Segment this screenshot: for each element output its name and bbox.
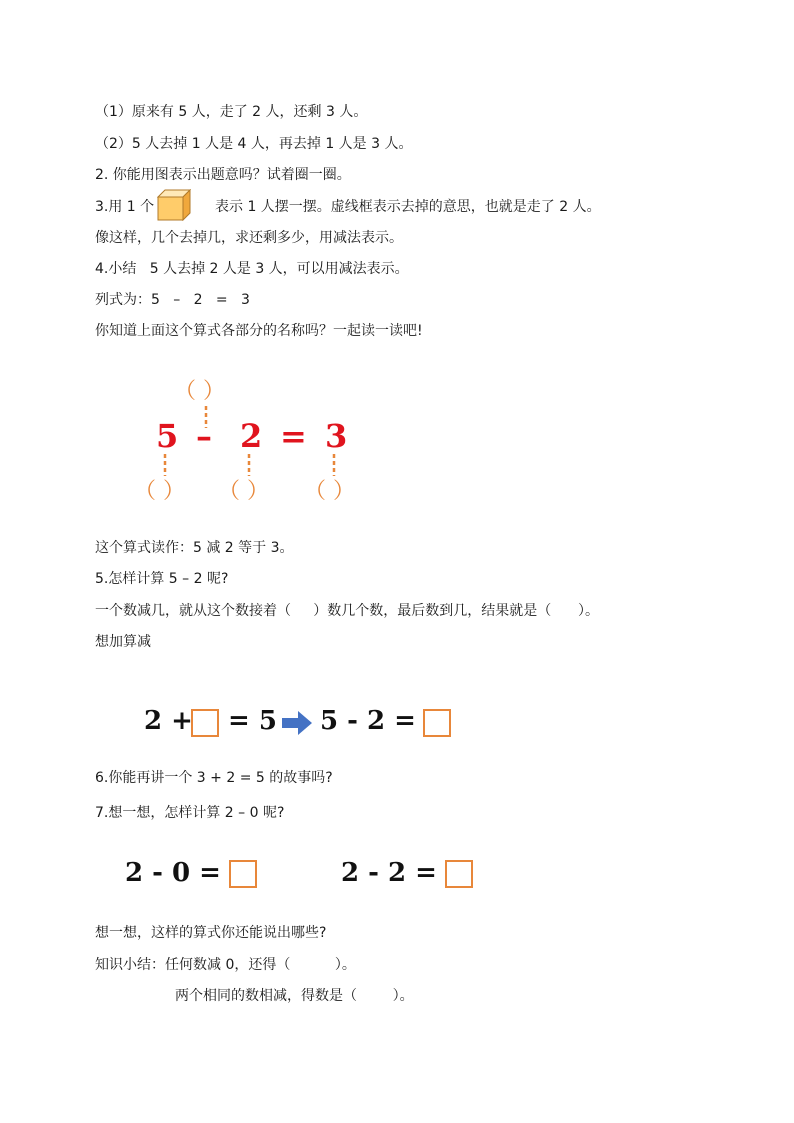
eq1-part-a: 2 + xyxy=(144,706,193,736)
text-line-14: 7.想一想，怎样计算 2 – 0 呢? xyxy=(95,805,285,821)
text-line-15: 想一想，这样的算式你还能说出哪些? xyxy=(95,925,327,941)
eq2-part-a: 2 - 0 = xyxy=(125,858,221,888)
text-line-17: 两个相同的数相减，得数是（ ）。 xyxy=(175,988,414,1004)
text-line-13: 6.你能再讲一个 3 + 2 = 5 的故事吗? xyxy=(95,770,333,786)
answer-box-1[interactable] xyxy=(191,709,219,737)
equation-parts-diagram xyxy=(130,372,390,507)
answer-box-2[interactable] xyxy=(423,709,451,737)
answer-box-3[interactable] xyxy=(229,860,257,888)
text-line-11: 一个数减几，就从这个数接着（ ）数几个数，最后数到几，结果就是（ ）。 xyxy=(95,603,599,619)
text-line-8: 你知道上面这个算式各部分的名称吗？一起读一读吧! xyxy=(95,323,423,339)
cube-icon xyxy=(157,189,191,221)
paren-subtrahend-name: （ ） xyxy=(218,479,269,504)
eq1-part-b: = 5 xyxy=(228,706,277,736)
text-line-6: 4.小结 5 人去掉 2 人是 3 人，可以用减法表示。 xyxy=(95,261,409,277)
diagram-difference: 3 xyxy=(325,417,348,455)
answer-box-4[interactable] xyxy=(445,860,473,888)
paren-minus-name: （ ） xyxy=(174,379,225,404)
text-line-1: （1）原来有 5 人，走了 2 人，还剩 3 人。 xyxy=(95,104,368,120)
text-line-9: 这个算式读作：5 减 2 等于 3。 xyxy=(95,540,294,556)
text-line-12: 想加算减 xyxy=(95,634,151,650)
diagram-subtrahend: 2 xyxy=(240,417,263,455)
text-line-4b: 表示 1 人摆一摆。虚线框表示去掉的意思，也就是走了 2 人。 xyxy=(215,199,601,215)
eq1-part-c: 5 - 2 = xyxy=(320,706,416,736)
text-line-10: 5.怎样计算 5 – 2 呢? xyxy=(95,571,229,587)
text-line-2: （2）5 人去掉 1 人是 4 人，再去掉 1 人是 3 人。 xyxy=(95,136,413,152)
right-arrow-icon xyxy=(282,711,312,735)
text-line-7: 列式为：5 – 2 = 3 xyxy=(95,292,250,308)
text-line-16: 知识小结：任何数减 0，还得（ ）。 xyxy=(95,957,356,973)
diagram-minus: – xyxy=(196,417,212,455)
text-line-5: 像这样，几个去掉几，求还剩多少，用减法表示。 xyxy=(95,230,403,246)
text-line-3: 2. 你能用图表示出题意吗？试着圈一圈。 xyxy=(95,167,351,183)
paren-minuend-name: （ ） xyxy=(134,479,185,504)
diagram-equals: = xyxy=(280,417,307,455)
eq2-part-b: 2 - 2 = xyxy=(341,858,437,888)
paren-difference-name: （ ） xyxy=(304,479,355,504)
diagram-minuend: 5 xyxy=(156,417,179,455)
text-line-4a: 3.用 1 个 xyxy=(95,199,155,215)
